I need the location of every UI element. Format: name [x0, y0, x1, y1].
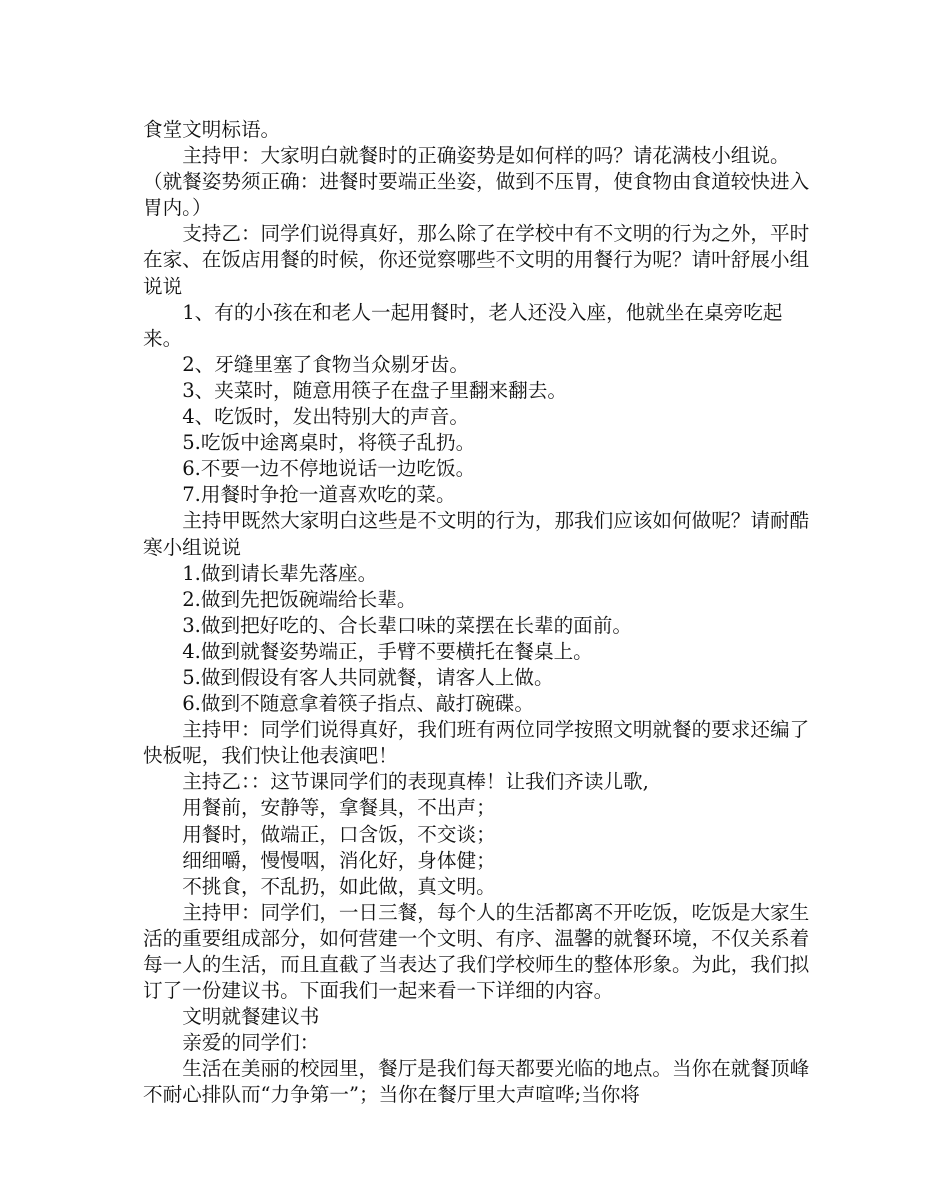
paragraph: 主持甲：同学们说得真好，我们班有两位同学按照文明就餐的要求还编了快板呢，我们快让他表演吧！: [143, 718, 810, 768]
verse-line: 用餐前，安静等，拿餐具，不出声；: [182, 796, 496, 820]
verse-line: 用餐时，做端正，口含饭，不交谈；: [182, 822, 496, 846]
verse-line: 细细嚼，慢慢咽，消化好，身体健；: [182, 848, 496, 872]
list-item: 5.做到假设有客人共同就餐，请客人上做。: [182, 665, 554, 689]
list-item: 3、夹菜时，随意用筷子在盘子里翻来翻去。: [182, 378, 567, 402]
section-heading: 文明就餐建议书: [182, 1005, 320, 1029]
list-item: 3.做到把好吃的、合长辈口味的菜摆在长辈的面前。: [182, 613, 632, 637]
list-item: 4.做到就餐姿势端正，手臂不要横托在餐桌上。: [182, 639, 593, 663]
document-body: [143, 117, 813, 1109]
list-item: 6.做到不随意拿着筷子指点、敲打碗碟。: [182, 692, 534, 716]
list-item: 1、有的小孩在和老人一起用餐时，老人还没入座，他就坐在桌旁吃起来。: [143, 300, 783, 350]
paragraph: 食堂文明标语。: [143, 118, 281, 141]
list-item: 7.用餐时争抢一道喜欢吃的菜。: [182, 483, 456, 507]
list-item: 2.做到先把饭碗端给长辈。: [182, 587, 417, 611]
list-item: 2、牙缝里塞了食物当众剔牙齿。: [182, 352, 469, 376]
list-item: 4、吃饭时，发出特别大的声音。: [182, 405, 469, 429]
paragraph: 支持乙：同学们说得真好，那么除了在学校中有不文明的行为之外，平时在家、在饭店用餐的时候，你还觉察哪些不文明的用餐行为呢？请叶舒展小组说说: [143, 222, 810, 298]
paragraph: 主持甲：同学们，一日三餐，每个人的生活都离不开吃饭，吃饭是大家生活的重要组成部分，如何营建一个文明、有序、温馨的就餐环境，不仅关系着每一人的生活，而且直截了当表达了我们学校师生的整体形象。为此，我们拟订了一份建议书。下面我们一起来看一下详细的内容。: [143, 900, 810, 1003]
list-item: 5.吃饭中途离桌时，将筷子乱扔。: [182, 431, 476, 455]
salutation: 亲爱的同学们：: [182, 1031, 320, 1055]
paragraph: 主持甲既然大家明白这些是不文明的行为，那我们应该如何做呢？请耐酷寒小组说说: [143, 509, 810, 559]
list-item: 1.做到请长辈先落座。: [182, 561, 378, 585]
paragraph: 主持甲：大家明白就餐时的正确姿势是如何样的吗？请花满枝小组说。（就餐姿势须正确：进餐时要端正坐姿，做到不压胃，使食物由食道较快进入胃内。）: [143, 144, 810, 220]
paragraph: 主持乙：：这节课同学们的表现真棒！让我们齐读儿歌,: [182, 770, 649, 794]
list-item: 6.不要一边不停地说话一边吃饭。: [182, 457, 476, 481]
paragraph: 生活在美丽的校园里，餐厅是我们每天都要光临的地点。当你在就餐顶峰不耐心排队而“力争第一”；当你在餐厅里大声喧哗;当你将: [143, 1057, 810, 1107]
verse-line: 不挑食，不乱扔，如此做，真文明。: [182, 874, 496, 898]
